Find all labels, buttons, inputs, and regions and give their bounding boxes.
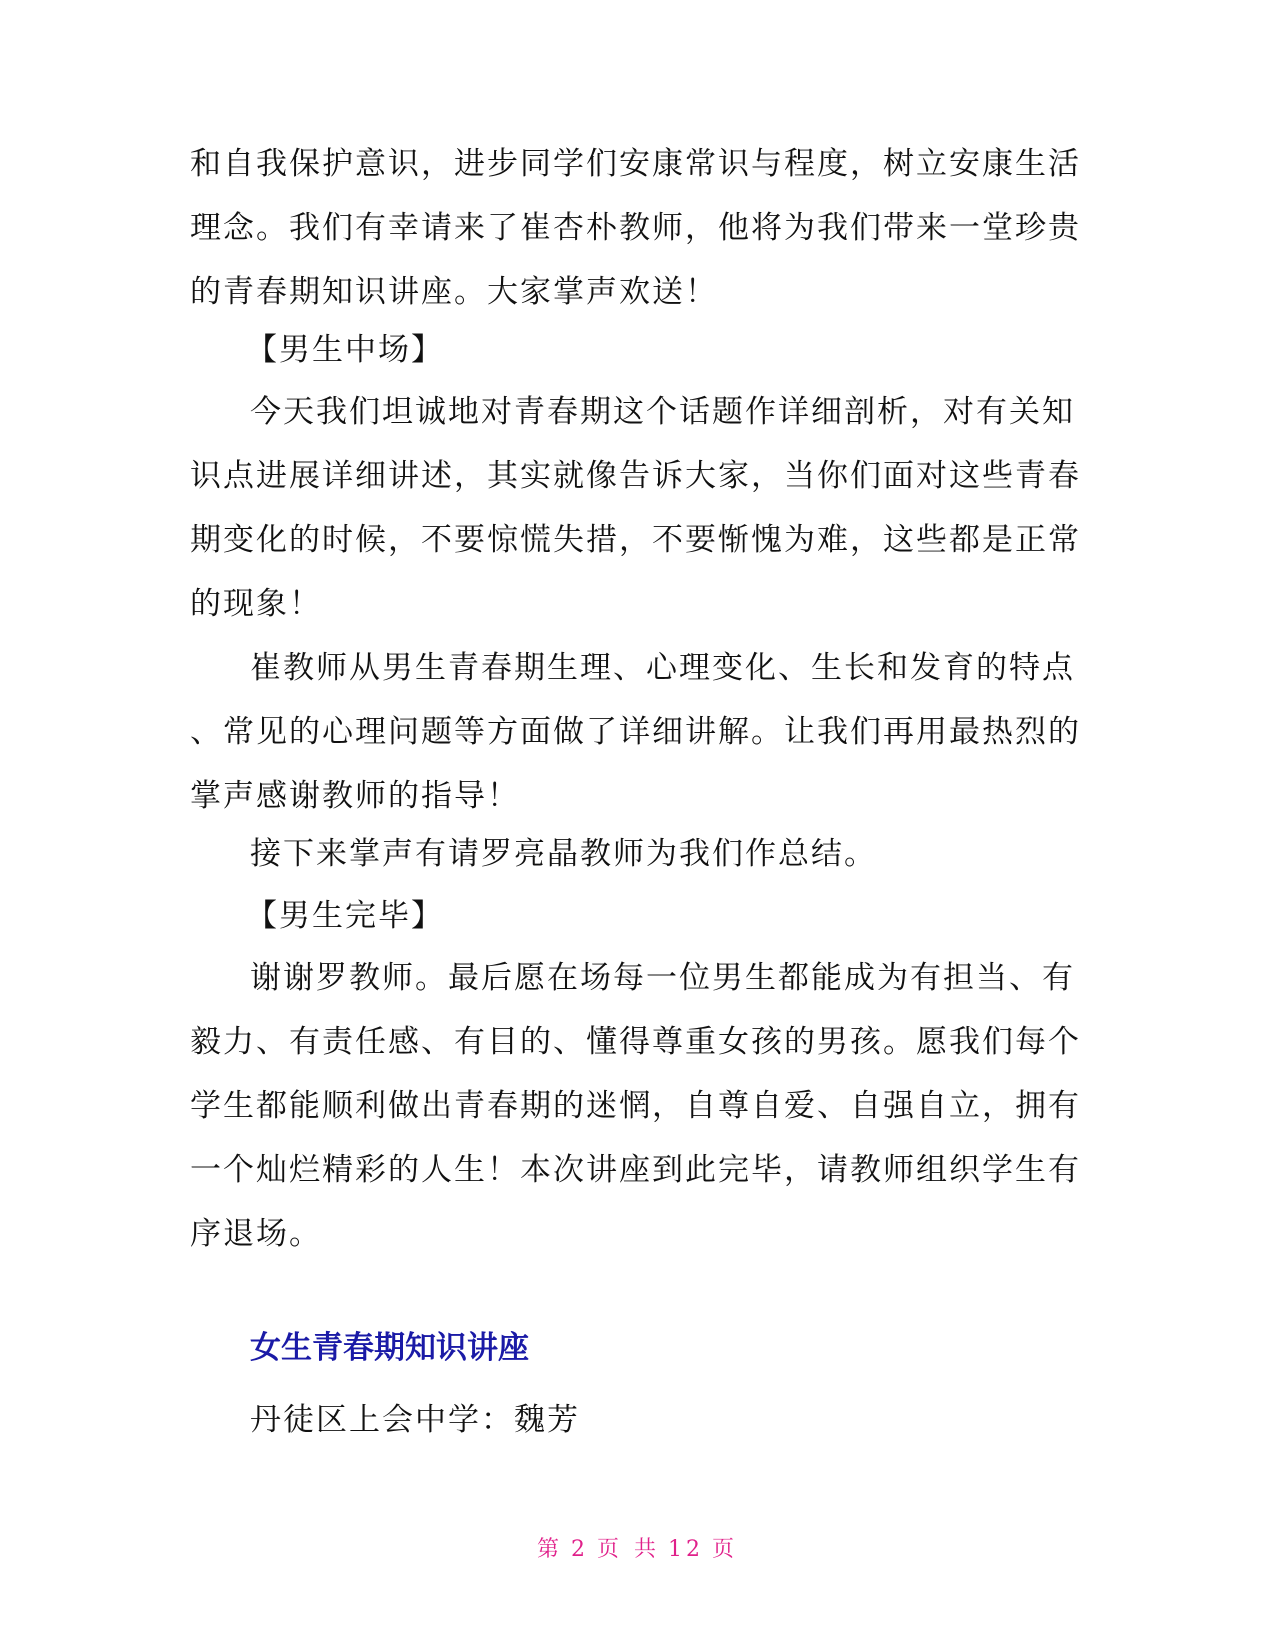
- author-text: 丹徒区上会中学：魏芳: [250, 1402, 580, 1438]
- section-label: 【男生中场】: [246, 332, 444, 368]
- footer-middle: 页 共: [597, 1537, 660, 1562]
- paragraph-line: 崔教师从男生青春期生理、心理变化、生长和发育的特点: [250, 650, 1075, 686]
- page-footer: [0, 1532, 1275, 1563]
- section-mid-label: [246, 318, 1146, 382]
- paragraph-line: 序退场。: [190, 1216, 322, 1252]
- paragraph-line: 、常见的心理问题等方面做了详细讲解。让我们再用最热烈的: [190, 714, 1081, 750]
- paragraph-line: 学生都能顺利做出青春期的迷惘，自尊自爱、自强自立，拥有: [190, 1088, 1081, 1124]
- footer-prefix: 第: [536, 1537, 563, 1562]
- paragraph-line: 理念。我们有幸请来了崔杏朴教师，他将为我们带来一堂珍贵: [190, 210, 1081, 246]
- footer-total-pages: 12: [668, 1537, 704, 1562]
- paragraph-line: 毅力、有责任感、有目的、懂得尊重女孩的男孩。愿我们每个: [190, 1024, 1081, 1060]
- paragraph-line: 今天我们坦诚地对青春期这个话题作详细剖析，对有关知: [250, 394, 1075, 430]
- next-paragraph: [190, 822, 1090, 886]
- section-label: 【男生完毕】: [246, 898, 444, 934]
- section-end-label: [246, 884, 1146, 948]
- paragraph-line: 的现象！: [190, 586, 322, 622]
- intro-paragraph: [190, 132, 1090, 324]
- mid-paragraph: [190, 380, 1090, 636]
- paragraph-line: 的青春期知识讲座。大家掌声欢送！: [190, 274, 718, 310]
- cui-paragraph: [190, 636, 1090, 828]
- author-line: [250, 1388, 1150, 1452]
- paragraph-line: 接下来掌声有请罗亮晶教师为我们作总结。: [250, 836, 877, 872]
- paragraph-line: 一个灿烂精彩的人生！本次讲座到此完毕，请教师组织学生有: [190, 1152, 1081, 1188]
- paragraph-line: 期变化的时候，不要惊慌失措，不要惭愧为难，这些都是正常: [190, 522, 1081, 558]
- paragraph-line: 谢谢罗教师。最后愿在场每一位男生都能成为有担当、有: [250, 960, 1075, 996]
- end-paragraph: [190, 946, 1090, 1266]
- footer-page-number: 2: [571, 1537, 589, 1562]
- paragraph-line: 识点进展详细讲述，其实就像告诉大家，当你们面对这些青春: [190, 458, 1081, 494]
- paragraph-line: 和自我保护意识，进步同学们安康常识与程度，树立安康生活: [190, 146, 1081, 182]
- footer-suffix: 页: [712, 1537, 739, 1562]
- paragraph-line: 掌声感谢教师的指导！: [190, 778, 520, 814]
- section-heading: 女生青春期知识讲座: [250, 1330, 529, 1366]
